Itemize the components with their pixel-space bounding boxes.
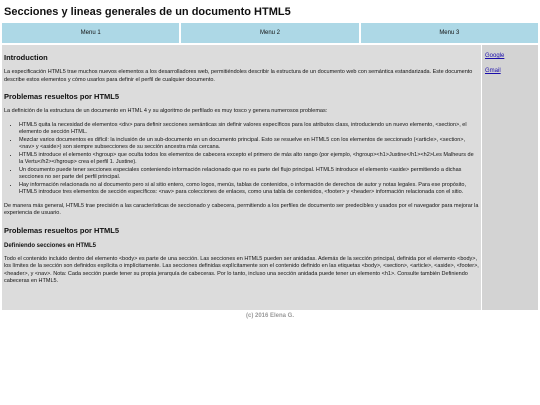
nav-item-menu-1[interactable]: Menu 1 <box>2 23 179 43</box>
list-item: • HTML5 introduce el elemento <hgroup> que oculta todos los elementos de cabecera excepto el primero de más alto rango (por ejemplo, <hgroup><h1>Justine</h1><h2>Les Malheurs de la Vertu</h2></hgroup> crea el perfil 1. Justine). <box>19 152 479 167</box>
page-footer: (c) 2016 Elena G. <box>245 313 295 319</box>
problems-list <box>4 122 479 197</box>
nav-item-menu-3[interactable]: Menu 3 <box>361 23 538 43</box>
problems-intro-paragraph: La definición de la estructura de un documento en HTML 4 y su algoritmo de perfilado es muy tosco y genera numerosos problemas: <box>4 108 328 114</box>
intro-heading: Introduction <box>4 53 48 62</box>
problems-heading: Problemas resueltos por HTML5 <box>4 92 120 101</box>
nav-item-menu-2[interactable]: Menu 2 <box>181 23 358 43</box>
content-wrapper <box>2 45 538 310</box>
page-title: Secciones y lineas generales de un documento HTML5 <box>4 6 291 18</box>
intro-paragraph: La especificación HTML5 trae muchos nuevos elementos a los desarrolladores web, permitiéndoles describir la estructura de un documento web con semántica estandarizada. Este documento describe estos elementos y cómo usarlos para definir el perfil de cualquier documento. <box>4 69 473 83</box>
gmail-link[interactable]: Gmail <box>485 68 501 74</box>
google-link[interactable]: Google <box>485 53 505 59</box>
problems-heading-2: Problemas resueltos por HTML5 <box>4 225 120 235</box>
list-item: • Hay información relacionada no al documento pero si al sitio entero, como logos, menús, tablas de contenidos, o información de derechos de autor y notas legales. Para ese propósito, HTML5 introduce tres elementos de sección específicos: <nav> para colecciones de enlaces, como una tabla de contenidos, <footer> y <header> información relacionada con el sitio. <box>19 182 479 197</box>
sections-paragraph: Todo el contenido incluido dentro del elemento <body> es parte de una sección. Las secciones en HTML5 pueden ser anidadas. Además de la sección principal, definida por el elemento <body>, los límites de la sección son definidos explícita o implícitamente. Las secciones definidas explícitamente son el contenido definido en las etiquetas <body>, <section>, <article>, <aside>, <footer>, <header>, y <nav>. Nota: Cada sección puede tener su propia jerarquía de cabeceras. Por lo tanto, incluso una sección anidada puede tener un elemento <h1>. Consulte también Definiendo cabeceras en HTML5. <box>4 255 479 284</box>
sections-subheading: Definiendo secciones en HTML5 <box>4 242 97 249</box>
problems-conclusion-paragraph: De manera más general, HTML5 trae precisión a las características de seccionado y cabecera, permitiendo a los perfiles de documento ser predecibles y usados por el navegador para mejorar la experiencia de usuario. <box>4 202 479 216</box>
list-item: • HTML5 quita la necesidad de elementos <div> para definir secciones semánticas sin definir valores específicos para los atributos class, introduciendo un nuevo elemento, <section>, el elemento de sección HTML. <box>19 122 479 137</box>
list-item: • Mezclar varios documentos es difícil: la inclusión de un sub-documento en un documento principal. Esto se resuelve en HTML5 con los elementos de seccionado (<article>, <section>, <nav> y <aside>) son siempre subsecciones de su sección ancestra más cercana. <box>19 137 479 152</box>
main-section <box>2 45 481 310</box>
sidebar-aside <box>482 45 538 310</box>
main-nav <box>2 23 538 43</box>
list-item: • Un documento puede tener secciones especiales conteniendo información relacionado que no es parte del flujo principal. HTML5 introduce el elemento <aside> permitiendo a dichas secciones no ser parte del perfil principal. <box>19 167 479 182</box>
